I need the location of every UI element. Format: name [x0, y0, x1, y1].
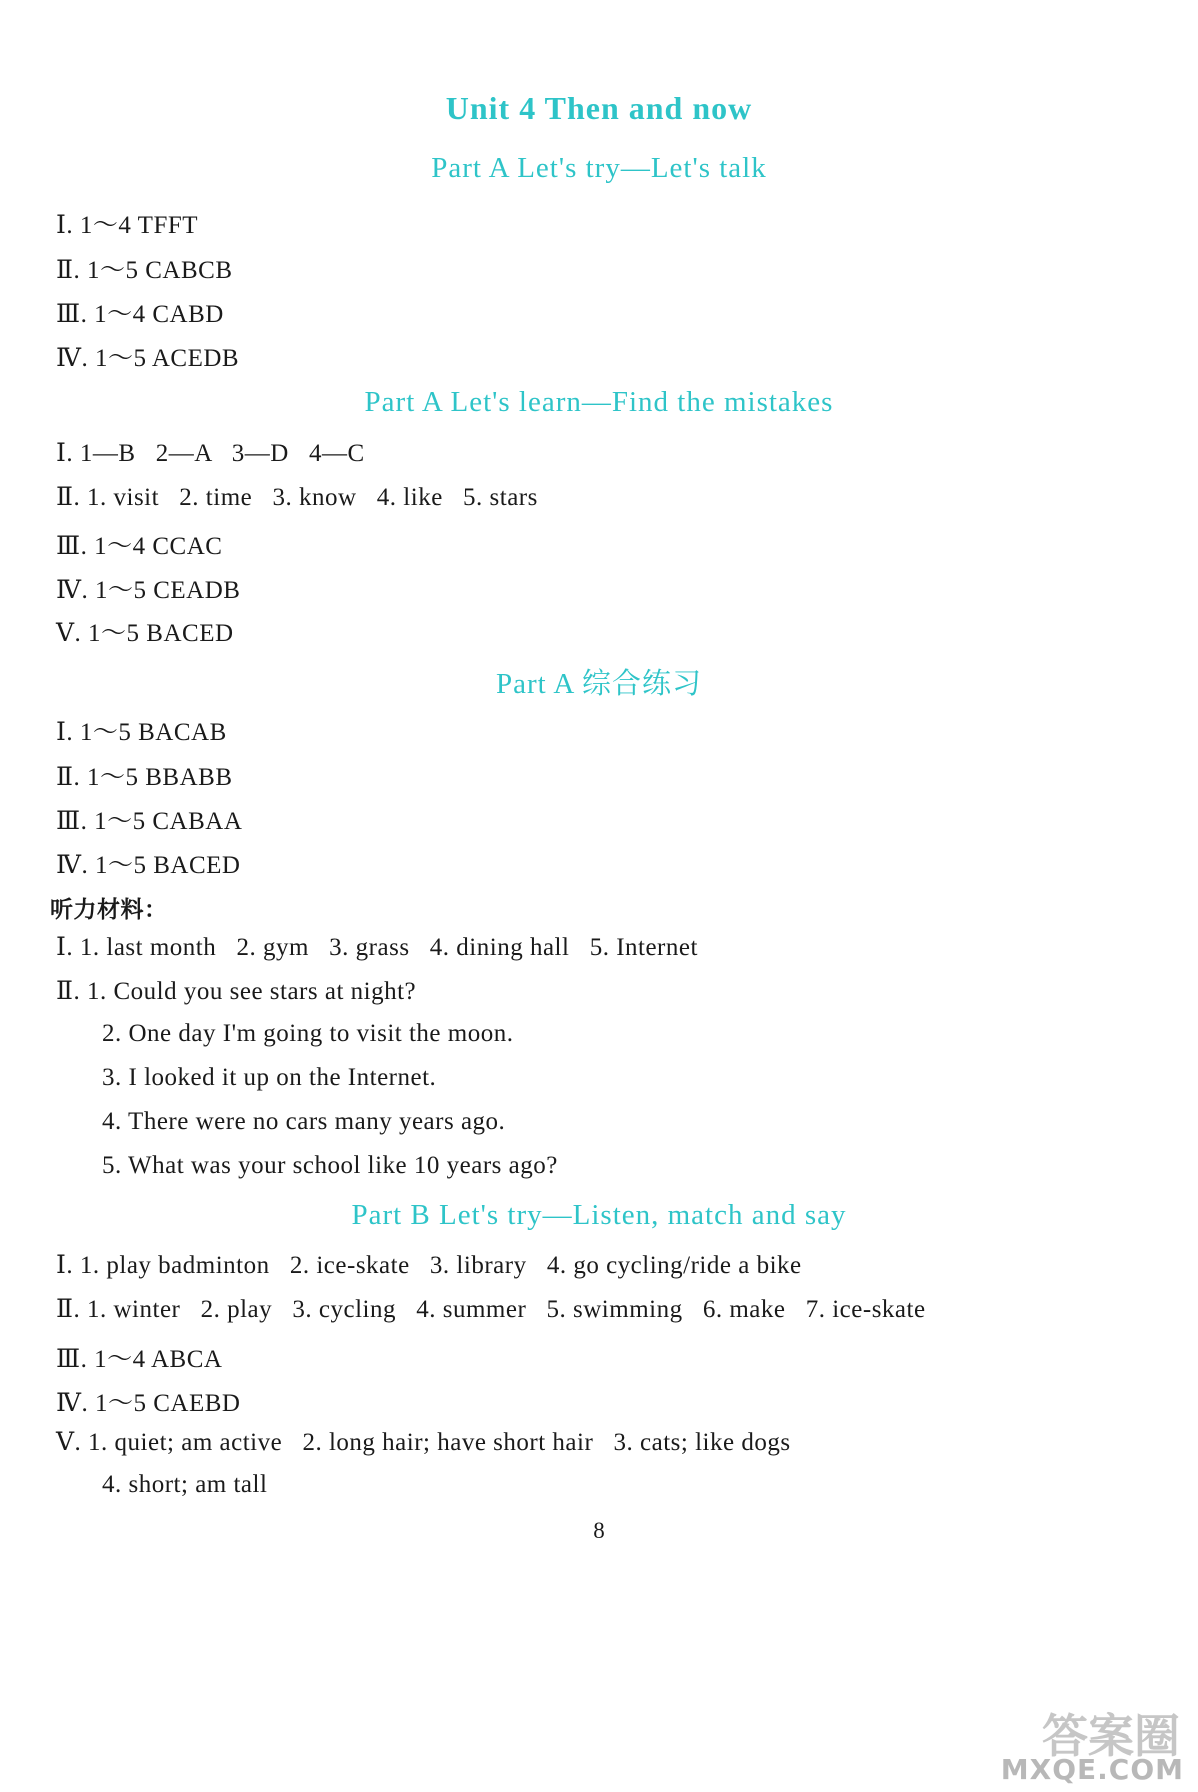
watermark-logo: 答案圈: [1042, 1709, 1180, 1763]
section-title: Part A Let's learn—Find the mistakes: [364, 386, 834, 418]
answer-line: Ⅰ. 1—B 2—A 3—D 4—C: [56, 440, 365, 467]
answer-line: Ⅱ. 1. Could you see stars at night?: [56, 978, 417, 1005]
answer-line: Ⅴ. 1～5 BACED: [56, 620, 234, 647]
answer-line: Ⅲ. 1～4 CABD: [56, 301, 224, 328]
section-title: Part A Let's try—Let's talk: [431, 152, 767, 184]
answer-line: Ⅳ. 1～5 ACEDB: [56, 345, 240, 372]
answer-line: Ⅰ. 1～5 BACAB: [56, 719, 227, 746]
answer-subline: 5. What was your school like 10 years ago?: [102, 1152, 558, 1179]
section-title: Part B Let's try—Listen, match and say: [351, 1199, 847, 1231]
section-title: Part A 综合练习: [496, 668, 702, 700]
answer-line: Ⅰ. 1. last month 2. gym 3. grass 4. dining hall 5. Internet: [56, 934, 698, 961]
watermark-text: MXQE.COM: [1000, 1753, 1184, 1786]
answer-line: Ⅳ. 1～5 CAEBD: [56, 1390, 241, 1417]
answer-line: Ⅱ. 1. visit 2. time 3. know 4. like 5. stars: [56, 484, 538, 511]
answer-subline: 4. There were no cars many years ago.: [102, 1108, 506, 1135]
answer-line: Ⅳ. 1～5 CEADB: [56, 577, 241, 604]
answer-line: Ⅲ. 1～5 CABAA: [56, 808, 243, 835]
answer-line: Ⅰ. 1. play badminton 2. ice-skate 3. library 4. go cycling/ride a bike: [56, 1252, 802, 1279]
answer-line: Ⅴ. 1. quiet; am active 2. long hair; have short hair 3. cats; like dogs: [56, 1429, 791, 1456]
listening-material-label: 听力材料：: [50, 897, 168, 923]
unit-title: Unit 4 Then and now: [445, 90, 753, 126]
answer-line: Ⅲ. 1～4 ABCA: [56, 1346, 223, 1373]
answer-line: Ⅲ. 1～4 CCAC: [56, 533, 223, 560]
watermark: [1000, 1700, 1184, 1786]
answer-subline: 4. short; am tall: [102, 1471, 268, 1498]
answer-line: Ⅳ. 1～5 BACED: [56, 852, 241, 879]
answer-line: Ⅱ. 1～5 BBABB: [56, 764, 233, 791]
answer-subline: 2. One day I'm going to visit the moon.: [102, 1020, 514, 1047]
answer-line: Ⅱ. 1. winter 2. play 3. cycling 4. summer 5. swimming 6. make 7. ice-skate: [56, 1296, 926, 1323]
answer-line: Ⅰ. 1～4 TFFT: [56, 212, 199, 239]
answer-line: Ⅱ. 1～5 CABCB: [56, 257, 233, 284]
page-number: 8: [593, 1518, 605, 1543]
answer-subline: 3. I looked it up on the Internet.: [102, 1064, 437, 1091]
